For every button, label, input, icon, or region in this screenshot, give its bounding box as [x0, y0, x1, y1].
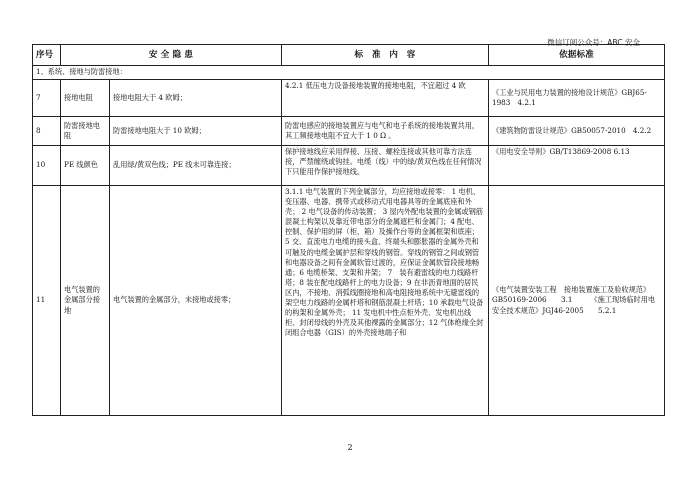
table-row	[33, 80, 665, 117]
row-content: 防雷电感应的接地装置应与电气和电子系统的接地装置共用， 其工频接地电阻不宜大于 1 0 Ω 。	[282, 117, 489, 146]
row-no: 11	[33, 186, 61, 416]
row-no: 10	[33, 146, 61, 186]
table-row	[33, 186, 665, 416]
row-item: PE 线颜色	[61, 146, 110, 186]
row-hazard: 乱用绿/黄双色线；PE 线未可靠连接；	[110, 146, 282, 186]
table-header-row	[33, 45, 665, 66]
table-row	[33, 117, 665, 146]
watermark: 微信订阅公众号：ABC 安全	[547, 38, 640, 47]
row-no: 7	[33, 80, 61, 117]
row-content: 3.1.1 电气装置的下列金属部分，均应接地或接零： 1 电机、变压器、电器、携带式或移动式用电器具等的金属底座和外壳； 2 电气设备的传动装置； 3 屋内外配电装置的金属或钢筋混凝土构架以及靠近带电部分的金属遮栏和金属门；4 配电、控制、保护用的屏（柜、箱）及操作台等的金属框架和底座； 5 交、直流电力电缆的接头盒、终端头和膨胀器的金属外壳和可触及的电缆金属护层和穿线的钢管。穿线的钢管之间或钢管和电器设备之间有金属软管过渡的，应保证金属软管段接地畅通；6 电缆桥架、支架和井架； 7 装有避雷线的电力线路杆塔；8 装在配电线路杆上的电力设备；9 在非沥青地面的居民区内，不接地、消弧线圈接地和高电阻接地系统中无避雷线的架空电力线路的金属杆塔和钢筋混凝土杆塔；10 承载电气设备的构架和金属外壳； 11 发电机中性点柜外壳、发电机出线柜、封闭母线的外壳及其他裸露的金属部分；12 气体绝缘全封闭组合电器（GIS）的外壳接地端子和	[282, 186, 489, 416]
section-title: 1、系统、接地与防雷接地：	[33, 66, 665, 80]
row-basis: 《电气装置安装工程 接地装置施工及验收规范》GB50169-2006 3.1 《施工现场临时用电安全技术规范》JGJ46-2005 5.2.1	[489, 186, 665, 416]
page-number: 2	[347, 443, 353, 452]
header-no: 序号	[33, 45, 61, 66]
hazard-table	[32, 44, 665, 416]
row-hazard: 接地电阻大于 4 欧姆；	[110, 80, 282, 117]
header-hazard: 安 全 隐 患	[61, 45, 282, 66]
row-hazard: 防雷接地电阻大于 10 欧姆；	[110, 117, 282, 146]
row-content: 4.2.1 低压电力设备接地装置的接地电阻，不宜超过 4 欧	[282, 80, 489, 117]
row-content: 保护接地线应采用焊接、压接、螺栓连接或其他可靠方法连接，严禁缠绕或钩挂。电缆（线）中的绿/黄双色线在任何情况下只能用作保护接地线。	[282, 146, 489, 186]
section-row	[33, 66, 665, 80]
row-no: 8	[33, 117, 61, 146]
table-row	[33, 146, 665, 186]
row-item: 防雷接地电阻	[61, 117, 110, 146]
row-item: 电气装置的金属部分接地	[61, 186, 110, 416]
header-basis: 依据标准	[489, 45, 665, 66]
row-basis: 《用电安全导则》GB/T13869-2008 6.13	[489, 146, 665, 186]
row-hazard: 电气装置的金属部分，未接地或接零；	[110, 186, 282, 416]
header-content: 标 准 内 容	[282, 45, 489, 66]
row-basis: 《建筑物防雷设计规范》GB50057-2010 4.2.2	[489, 117, 665, 146]
row-item: 接地电阻	[61, 80, 110, 117]
row-basis: 《工业与民用电力装置的接地设计规范》GBJ65-1983 4.2.1	[489, 80, 665, 117]
